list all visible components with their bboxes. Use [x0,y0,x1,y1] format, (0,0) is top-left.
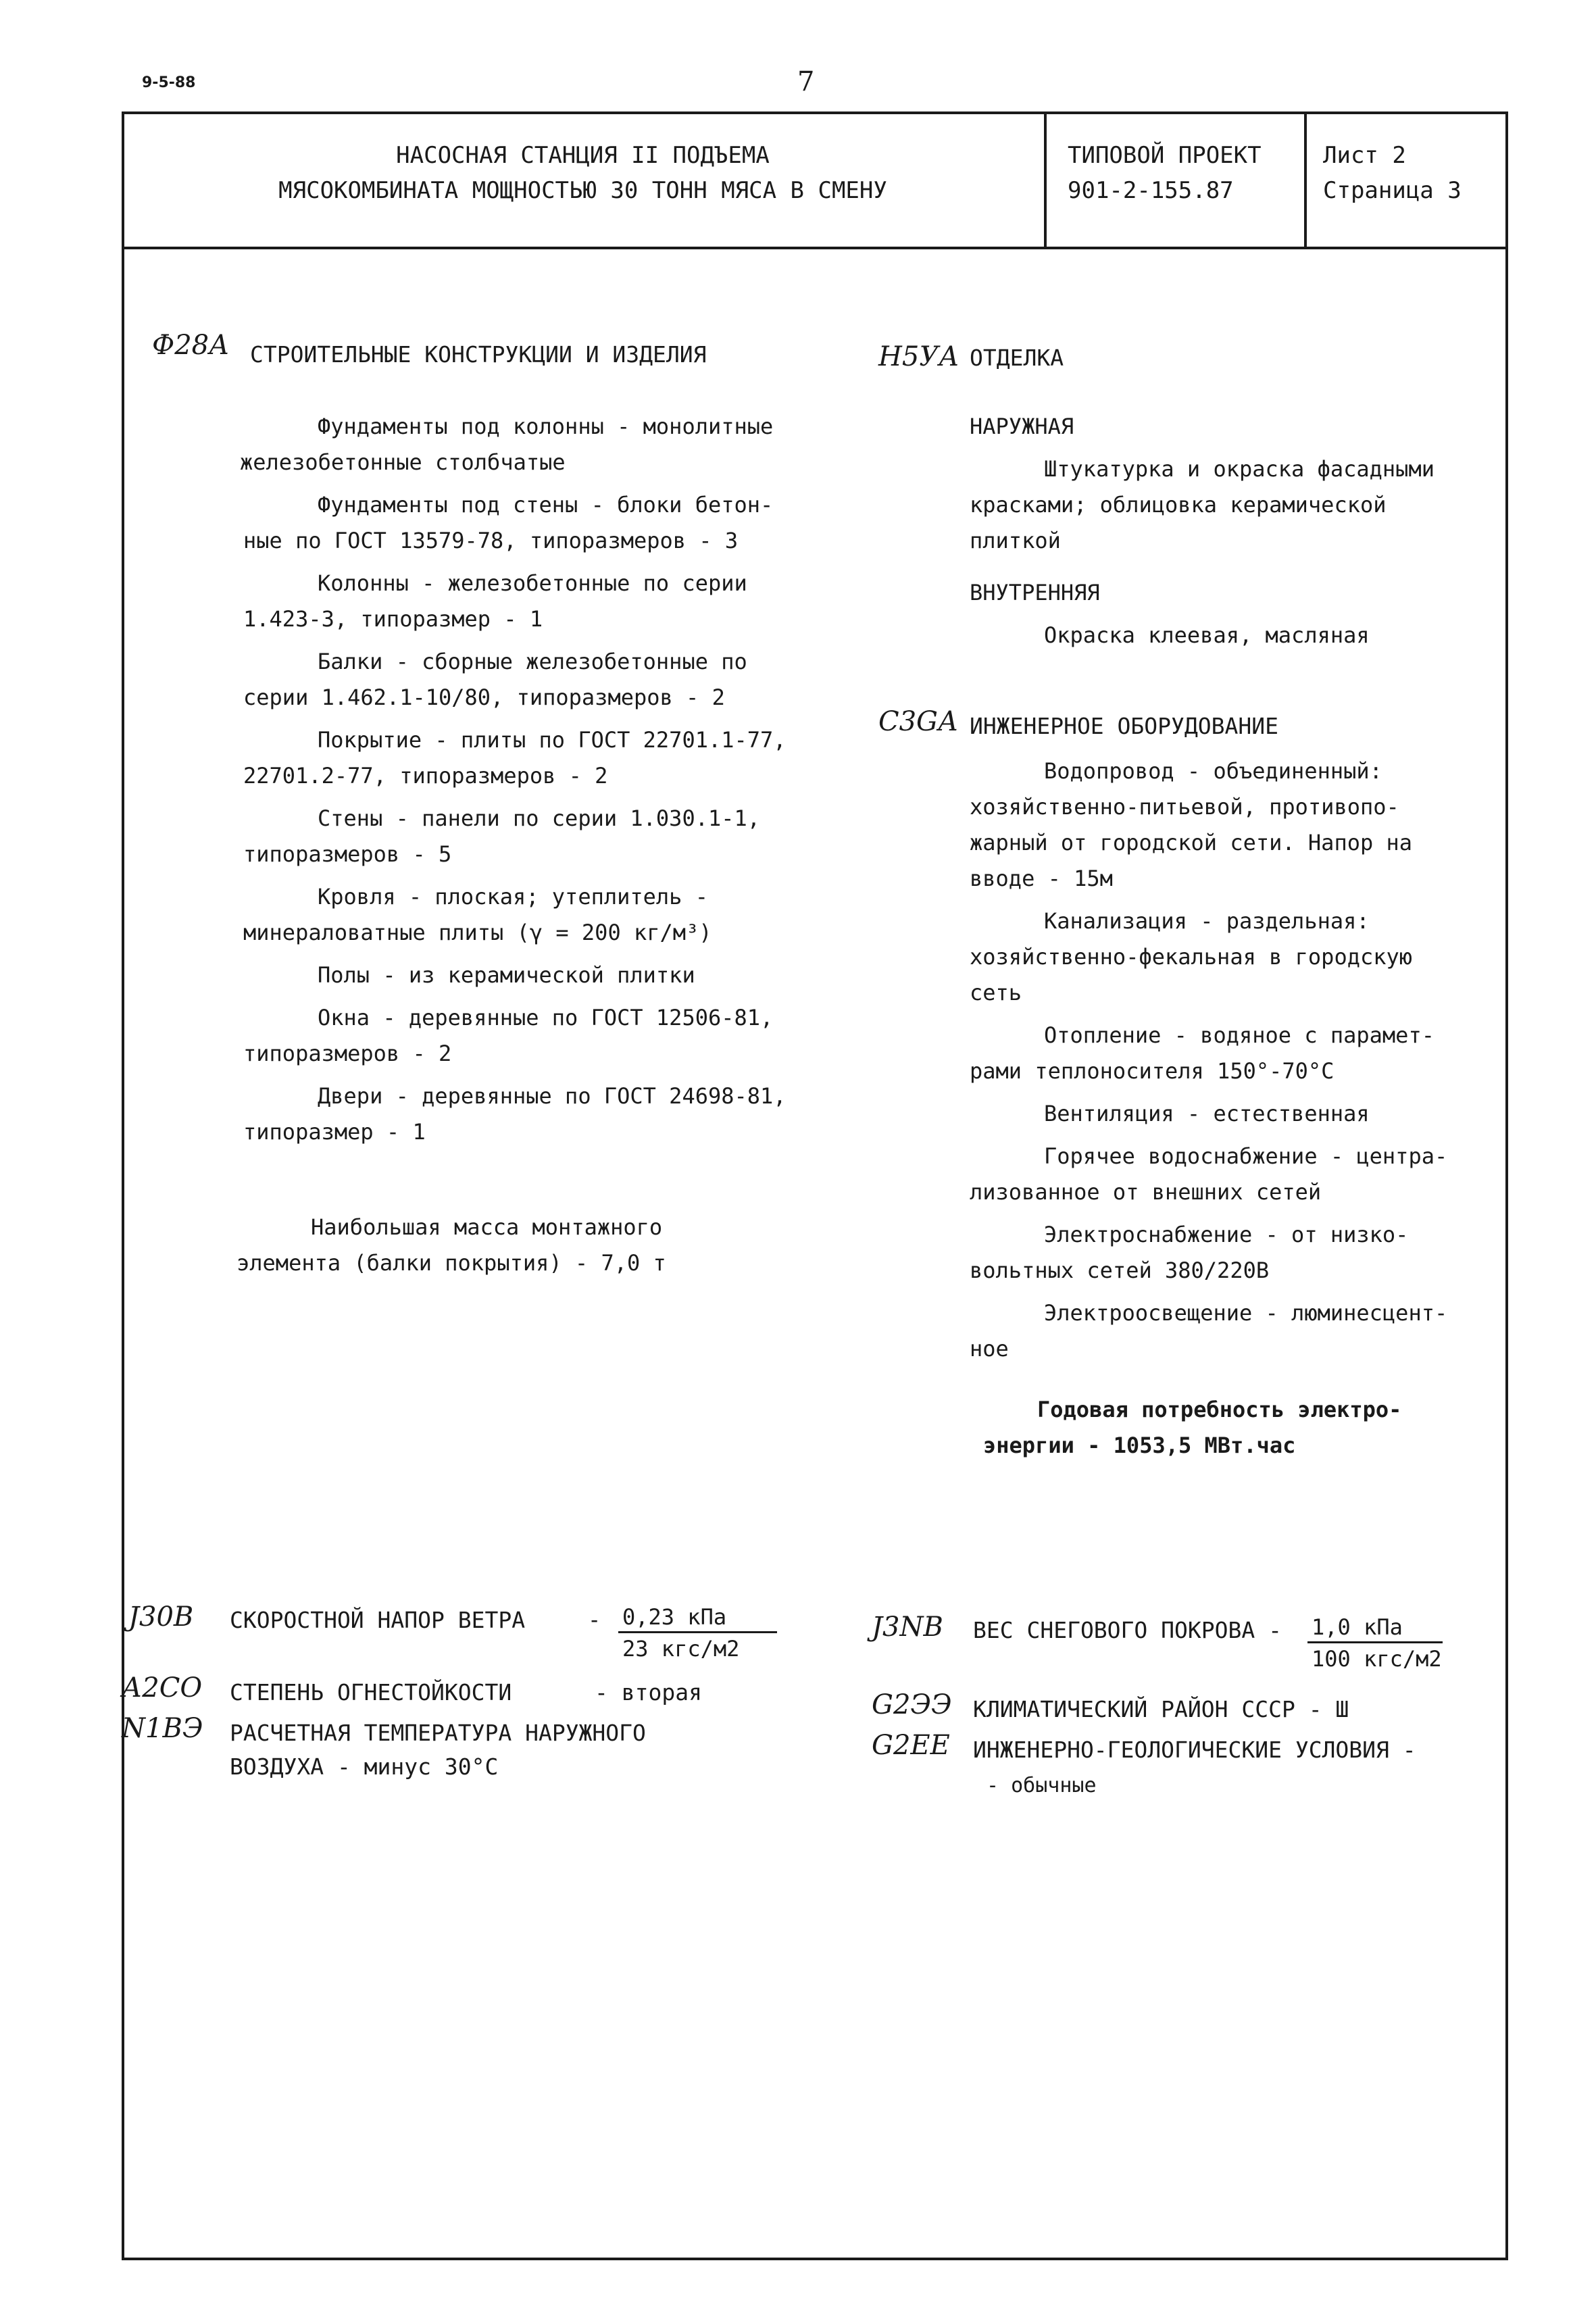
inner-finish-text: Окраска клеевая, масляная [1044,622,1370,648]
temp-line2: ВОЗДУХА - минус 30°С [230,1753,499,1780]
list-item: хозяйственно-фекальная в городскую [970,944,1413,970]
list-item: сеть [970,980,1022,1005]
fire-label: СТЕПЕНЬ ОГНЕСТОЙКОСТИ [230,1679,512,1706]
list-item: Электроосвещение - люминесцент- [1044,1300,1448,1326]
list-item: ные по ГОСТ 13579-78, типоразмеров - 3 [243,528,739,553]
list-item: типоразмеров - 2 [243,1041,452,1066]
list-item: вольтных сетей 380/220В [970,1258,1270,1283]
temp-code: N1ВЭ [122,1713,203,1744]
geo-line2: - обычные [987,1774,1097,1797]
climate-code: G2ЭЭ [872,1689,952,1720]
outer-finish-text: Штукатурка и окраска фасадными [1044,456,1435,482]
document-date: 9-5-88 [142,74,196,91]
section-code-finish: Н5УА [878,341,959,372]
max-mass-line1: Наибольшая масса монтажного [311,1214,663,1240]
construction-list [240,409,787,1150]
list-item: вводе - 15м [970,866,1113,891]
wind-code: J30В [128,1601,194,1633]
list-item: Двери - деревянные по ГОСТ 24698-81, [318,1083,787,1109]
list-item: Покрытие - плиты по ГОСТ 22701.1-77, [318,727,787,753]
wind-denominator: 23 кгс/м2 [622,1636,740,1662]
document-title-line1: НАСОСНАЯ СТАНЦИЯ II ПОДЪЕМА [396,142,770,169]
list-item: Отопление - водяное с парамет- [1044,1022,1435,1048]
list-item: типоразмеров - 5 [243,841,452,867]
list-item: Вентиляция - естественная [1044,1101,1370,1126]
list-item: Канализация - раздельная: [1044,908,1370,934]
list-item: 22701.2-77, типоразмеров - 2 [243,763,608,789]
list-item: Кровля - плоская; утеплитель - [318,884,708,910]
max-mass-line2: элемента (балки покрытия) - 7,0 т [236,1250,666,1276]
page-number: 7 [797,66,815,97]
climate-label: КЛИМАТИЧЕСКИЙ РАЙОН СССР - Ш [973,1696,1349,1722]
title-block-separator [1304,111,1307,247]
inner-finish-label: ВНУТРЕННЯЯ [970,580,1100,605]
fire-code: А2СО [122,1672,203,1703]
list-item: Балки - сборные железобетонные по [318,649,747,674]
list-item: железобетонные столбчатые [240,449,566,475]
outer-finish-label: НАРУЖНАЯ [970,414,1074,439]
list-item: Стены - панели по серии 1.030.1-1, [318,805,761,831]
section-heading-finish: ОТДЕЛКА [970,345,1064,371]
list-item: Водопровод - объединенный: [1044,758,1382,784]
outer-finish-text: красками; облицовка керамической [970,492,1387,518]
finish-block [970,409,1435,653]
energy-line2: энергии - 1053,5 МВт.час [983,1433,1296,1458]
list-item: 1.423-3, типоразмер - 1 [243,606,543,632]
sheet-label: Лист 2 [1323,142,1406,169]
list-item: Окна - деревянные по ГОСТ 12506-81, [318,1005,774,1030]
fire-value: - вторая [595,1679,702,1706]
wind-label: СКОРОСТНОЙ НАПОР ВЕТРА [230,1607,526,1633]
section-code-engineering: С3GА [878,706,959,737]
outer-finish-text: плиткой [970,528,1061,553]
list-item: ное [970,1336,1009,1362]
snow-denominator: 100 кгс/м2 [1312,1646,1442,1672]
list-item: хозяйственно-питьевой, противопо- [970,794,1399,820]
list-item: Колонны - железобетонные по серии [318,570,747,596]
page-label: Страница 3 [1323,177,1462,204]
list-item: серии 1.462.1-10/80, типоразмеров - 2 [243,684,725,710]
section-code-construction: Ф28А [152,330,230,361]
list-item: Горячее водоснабжение - центра- [1044,1143,1448,1169]
snow-value [1307,1614,1443,1672]
project-number: 901-2-155.87 [1068,177,1234,204]
snow-numerator: 1,0 кПа [1307,1614,1443,1643]
snow-label: ВЕС СНЕГОВОГО ПОКРОВА - [973,1617,1282,1643]
engineering-list [970,753,1447,1367]
list-item: Электроснабжение - от низко- [1044,1222,1409,1247]
wind-value [618,1604,777,1662]
geo-code: G2ЕЕ [872,1730,950,1761]
list-item: Полы - из керамической плитки [318,962,695,988]
list-item: жарный от городской сети. Напор на [970,830,1413,855]
list-item: Фундаменты под стены - блоки бетон- [318,492,774,518]
energy-note [983,1392,1401,1464]
section-heading-construction: СТРОИТЕЛЬНЫЕ КОНСТРУКЦИИ И ИЗДЕЛИЯ [250,341,707,368]
list-item: рами теплоносителя 150°-70°С [970,1058,1335,1084]
title-block-separator [1044,111,1047,247]
list-item: минераловатные плиты (γ = 200 кг/м³) [243,920,712,945]
snow-code: J3NВ [872,1612,943,1643]
section-heading-engineering: ИНЖЕНЕРНОЕ ОБОРУДОВАНИЕ [970,713,1278,739]
title-block-divider [122,247,1508,249]
project-label: ТИПОВОЙ ПРОЕКТ [1068,142,1262,169]
list-item: Фундаменты под колонны - монолитные [318,414,774,439]
wind-dash: - [588,1607,601,1633]
temp-line1: РАСЧЕТНАЯ ТЕМПЕРАТУРА НАРУЖНОГО [230,1720,646,1746]
max-mass-note [236,1210,666,1281]
energy-line1: Годовая потребность электро- [1037,1397,1402,1422]
list-item: лизованное от внешних сетей [970,1179,1322,1205]
geo-line1: ИНЖЕНЕРНО-ГЕОЛОГИЧЕСКИЕ УСЛОВИЯ - [973,1737,1416,1763]
list-item: типоразмер - 1 [243,1119,426,1145]
wind-numerator: 0,23 кПа [618,1604,777,1633]
document-title-line2: МЯСОКОМБИНАТА МОЩНОСТЬЮ 30 ТОНН МЯСА В СМЕНУ [278,177,887,204]
